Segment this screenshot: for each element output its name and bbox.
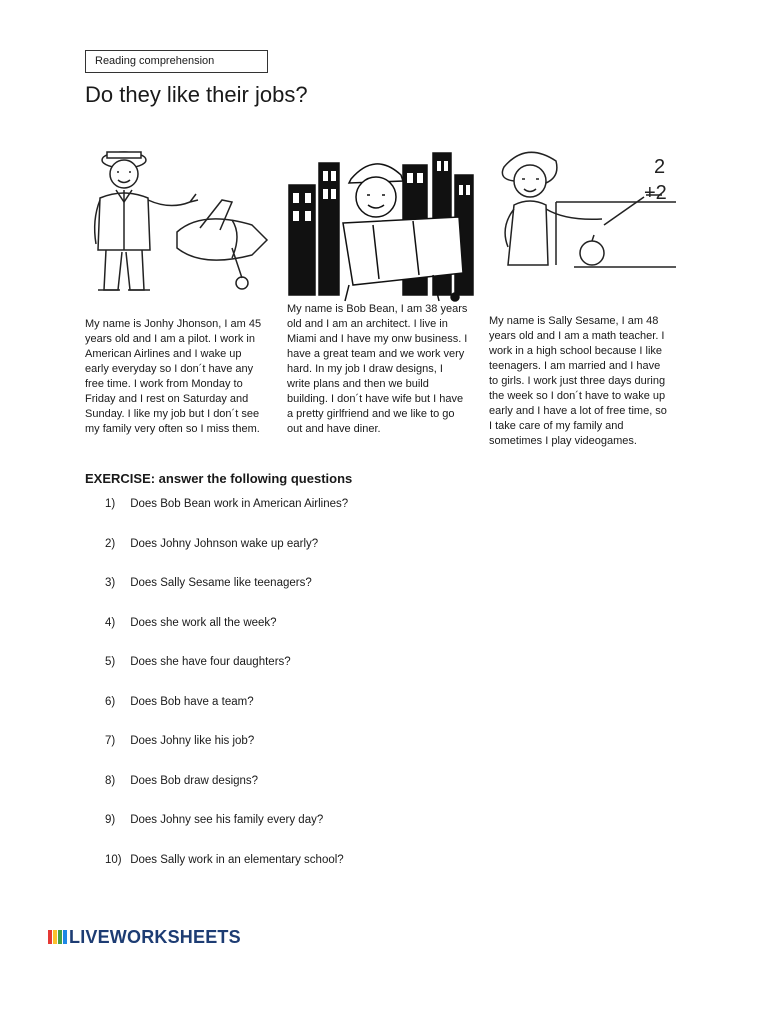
question-5 xyxy=(105,656,291,668)
board-number-top: 2 xyxy=(654,156,666,178)
teacher-paragraph: My name is Sally Sesame, I am 48 years old and I am a math teacher. I work in a high school because I like teenagers. I am married and I have to girls. I work just three days during the week so I don´t have to wake up early and I have a lot of free time, so I take care of my family and sometimes I play videogames. xyxy=(489,315,667,447)
question-number: 4) xyxy=(105,616,116,629)
question-7 xyxy=(105,735,254,747)
liveworksheets-logo[interactable] xyxy=(48,926,241,948)
question-text: Does Johny like his job? xyxy=(130,735,255,747)
logo-bar xyxy=(53,930,57,944)
question-1 xyxy=(105,498,348,510)
question-text: Does Sally Sesame like teenagers? xyxy=(130,577,312,589)
question-6 xyxy=(105,696,254,708)
question-number: 10) xyxy=(105,853,122,866)
question-10 xyxy=(105,854,344,866)
board-number-bottom: +2 xyxy=(644,182,667,204)
question-number: 9) xyxy=(105,814,116,826)
question-text: Does Bob Bean work in American Airlines? xyxy=(130,498,349,510)
logo-bar xyxy=(63,930,67,944)
pilot-paragraph: My name is Jonhy Jhonson, I am 45 years old and I am a pilot. I work in American Airlines and I wake up early everyday so I don´t have any free time. I work from Monday to Friday and I rest on Saturday and Sunday. I like my job but I don´t see my family very often so I miss them. xyxy=(85,318,262,435)
logo-bar xyxy=(58,930,62,944)
question-number: 8) xyxy=(105,774,116,787)
question-number: 2) xyxy=(105,537,116,550)
question-text: Does she have four daughters? xyxy=(130,656,291,668)
teacher-illustration xyxy=(486,147,676,275)
question-4 xyxy=(105,617,277,629)
architect-paragraph: My name is Bob Bean, I am 38 years old and I am an architect. I live in Miami and I have my onw business. I have a great team and we work very hard. In my job I draw designs, I write plans and then we build building. I don´t have wife but I have a pretty girlfriend and we like to go out and have diner. xyxy=(287,303,468,435)
question-number: 6) xyxy=(105,695,116,708)
logo-bar xyxy=(48,930,52,944)
question-text: Does Bob draw designs? xyxy=(130,774,259,787)
question-text: Does Sally work in an elementary school? xyxy=(130,853,344,866)
question-text: Does Johny see his family every day? xyxy=(130,814,324,826)
question-2 xyxy=(105,538,318,550)
question-text: Does Johny Johnson wake up early? xyxy=(130,537,319,550)
question-number: 7) xyxy=(105,735,116,747)
worksheet-label: Reading comprehension xyxy=(85,50,268,73)
logo-text: LIVEWORKSHEETS xyxy=(69,926,241,947)
page-title: Do they like their jobs? xyxy=(85,82,308,107)
pilot-illustration xyxy=(82,140,272,300)
question-9 xyxy=(105,814,323,826)
question-text: Does Bob have a team? xyxy=(130,695,254,708)
exercise-heading: EXERCISE: answer the following questions xyxy=(85,471,353,486)
architect-illustration xyxy=(283,145,477,305)
question-number: 1) xyxy=(105,498,116,510)
question-number: 3) xyxy=(105,577,116,589)
question-8 xyxy=(105,775,258,787)
logo-bars-icon xyxy=(48,930,67,944)
question-3 xyxy=(105,577,312,589)
question-text: Does she work all the week? xyxy=(130,616,277,629)
question-number: 5) xyxy=(105,656,116,668)
